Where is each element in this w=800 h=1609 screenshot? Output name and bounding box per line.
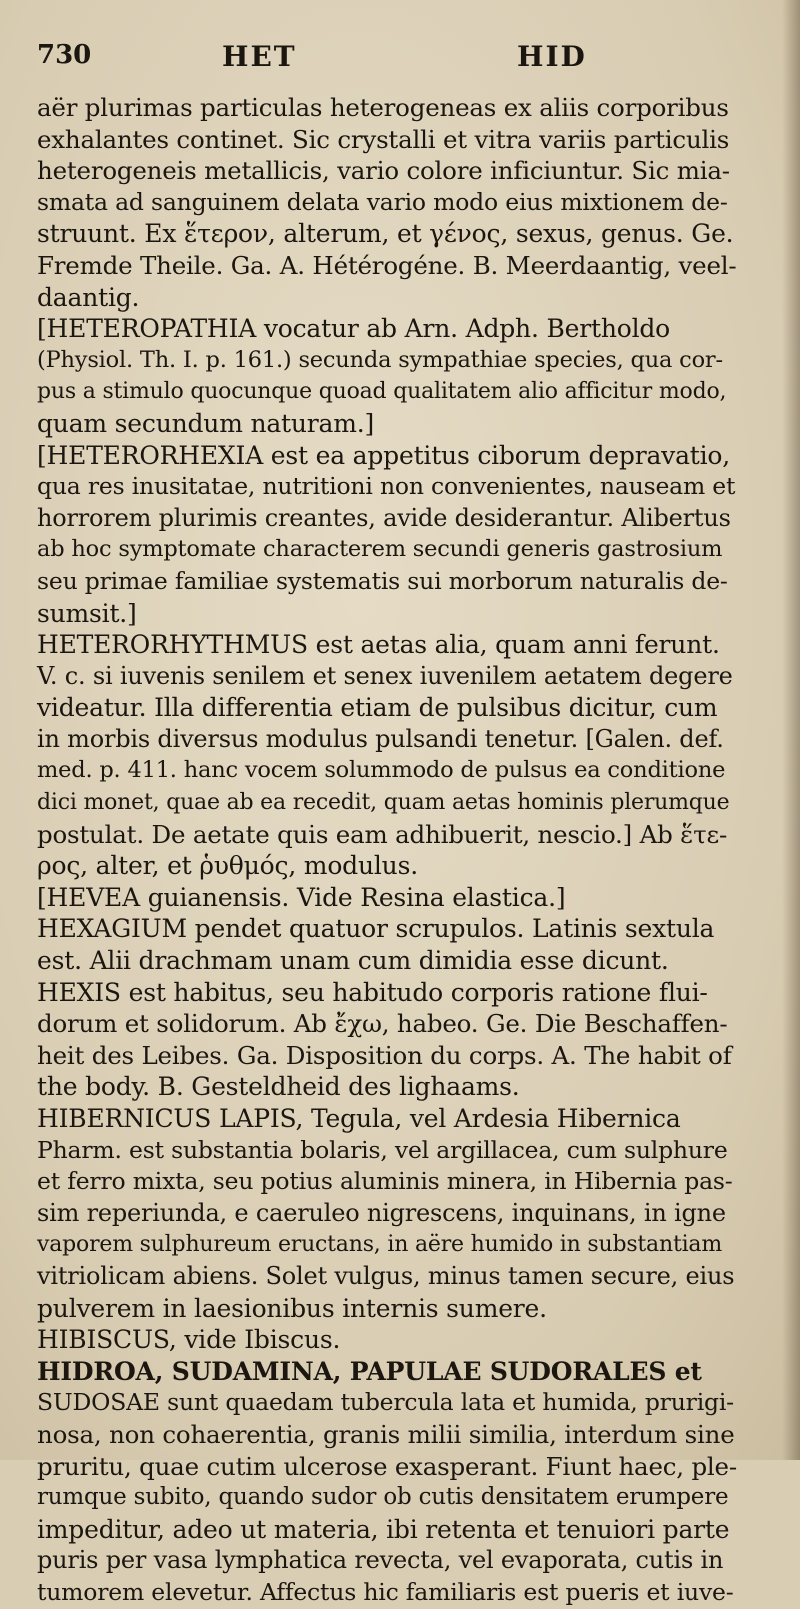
text-line: dorum et solidorum. Ab ἔχω, habeo. Ge. Die Beschaffen- <box>37 1009 728 1039</box>
running-head-right: HID <box>517 40 587 73</box>
entry-hevea: [HEVEA guianensis. Vide Resina elastica.] <box>37 882 566 912</box>
text-line: quam secundum naturam.] <box>37 408 375 438</box>
text-line: puris per vasa lymphatica revecta, vel evaporata, cutis in <box>37 1546 724 1575</box>
text-line: in morbis diversus modulus pulsandi tenetur. [Galen. def. <box>37 724 724 753</box>
text-line: ab hoc symptomate characterem secundi generis gastrosium <box>37 536 723 563</box>
text-line: et ferro mixta, seu potius aluminis minera, in Hibernia pas- <box>37 1167 733 1196</box>
entry-hidroa: HIDROA, SUDAMINA, PAPULAE SUDORALES et <box>37 1356 702 1386</box>
text-line: smata ad sanguinem delata vario modo eius mixtionem de- <box>37 187 728 216</box>
text-line: (Physiol. Th. I. p. 161.) secunda sympathiae species, qua cor- <box>37 346 723 373</box>
text-line: tumorem elevetur. Affectus hic familiaris est pueris et iuve- <box>37 1577 734 1606</box>
text-line: videatur. Illa differentia etiam de pulsibus dicitur, cum <box>37 693 718 723</box>
text-line: postulat. De aetate quis eam adhibuerit, nescio.] Ab ἕτε- <box>37 819 728 849</box>
running-header <box>37 40 727 84</box>
text-line: horrorem plurimis creantes, avide desiderantur. Alibertus <box>37 503 731 532</box>
text-line: vaporem sulphureum eructans, in aëre humido in substantiam <box>37 1232 722 1258</box>
text-line: aër plurimas particulas heterogeneas ex aliis corporibus <box>37 93 729 122</box>
page-number: 730 <box>37 40 92 70</box>
text-line: seu primae familiae systematis sui morborum naturalis de- <box>37 566 728 595</box>
entry-heteropathia: [HETEROPATHIA vocatur ab Arn. Adph. Bertholdo <box>37 314 671 344</box>
text-line: sim reperiunda, e caeruleo nigrescens, inquinans, in igne <box>37 1198 726 1227</box>
text-line: impeditur, adeo ut materia, ibi retenta et tenuiori parte <box>37 1514 730 1544</box>
text-line: qua res inusitatae, nutritioni non convenientes, nauseam et <box>37 472 736 501</box>
text-line: rumque subito, quando sudor ob cutis densitatem erumpere <box>37 1484 729 1511</box>
text-line: med. p. 411. hanc vocem solummodo de pulsus ea conditione <box>37 757 726 784</box>
text-line: sumsit.] <box>37 598 137 628</box>
entry-hexis: HEXIS est habitus, seu habitudo corporis ratione flui- <box>37 977 708 1007</box>
text-line: ρος, alter, et ῥυθμός, modulus. <box>37 851 418 881</box>
text-line: dici monet, quae ab ea recedit, quam aetas hominis plerumque <box>37 790 730 816</box>
text-line: daantig. <box>37 282 140 312</box>
dictionary-text-column <box>37 92 737 1609</box>
text-line: the body. B. Gesteldheid des lighaams. <box>37 1072 520 1102</box>
entry-heterorhexia: [HETERORHEXIA est ea appetitus ciborum depravatio, <box>37 440 731 470</box>
running-head-left: HET <box>222 40 297 73</box>
text-line: pulverem in laesionibus internis sumere. <box>37 1293 547 1323</box>
text-line: struunt. Ex ἕτερον, alterum, et γένος, sexus, genus. Ge. <box>37 219 734 249</box>
page-edge-shadow <box>782 0 800 1460</box>
text-line: heit des Leibes. Ga. Disposition du corps. A. The habit of <box>37 1040 732 1070</box>
entry-hibernicus-lapis: HIBERNICUS LAPIS, Tegula, vel Ardesia Hibernica <box>37 1104 681 1133</box>
entry-heterorhythmus: HETERORHYTHMUS est aetas alia, quam anni ferunt. <box>37 630 720 660</box>
text-line: SUDOSAE sunt quaedam tubercula lata et humida, prurigi- <box>37 1388 734 1417</box>
text-line: nosa, non cohaerentia, granis milii similia, interdum sine <box>37 1419 735 1449</box>
text-line: vitriolicam abiens. Solet vulgus, minus tamen secure, eius <box>37 1261 735 1290</box>
entry-hibiscus: HIBISCUS, vide Ibiscus. <box>37 1325 341 1355</box>
text-line: est. Alii drachmam unam cum dimidia esse dicunt. <box>37 946 669 976</box>
text-line: Fremde Theile. Ga. A. Hétérogéne. B. Meerdaantig, veel- <box>37 250 737 280</box>
entry-hexagium: HEXAGIUM pendet quatuor scrupulos. Latinis sextula <box>37 914 715 944</box>
text-line: V. c. si iuvenis senilem et senex iuvenilem aetatem degere <box>37 661 733 690</box>
text-line: pruritu, quae cutim ulcerose exasperant. Fiunt haec, ple- <box>37 1451 737 1481</box>
text-line: exhalantes continet. Sic crystalli et vitra variis particulis <box>37 124 730 154</box>
text-line: Pharm. est substantia bolaris, vel argillacea, cum sulphure <box>37 1135 728 1164</box>
text-line: pus a stimulo quocunque quoad qualitatem alio afficitur modo, <box>37 379 727 405</box>
text-line: heterogeneis metallicis, vario colore inficiuntur. Sic mia- <box>37 156 730 186</box>
